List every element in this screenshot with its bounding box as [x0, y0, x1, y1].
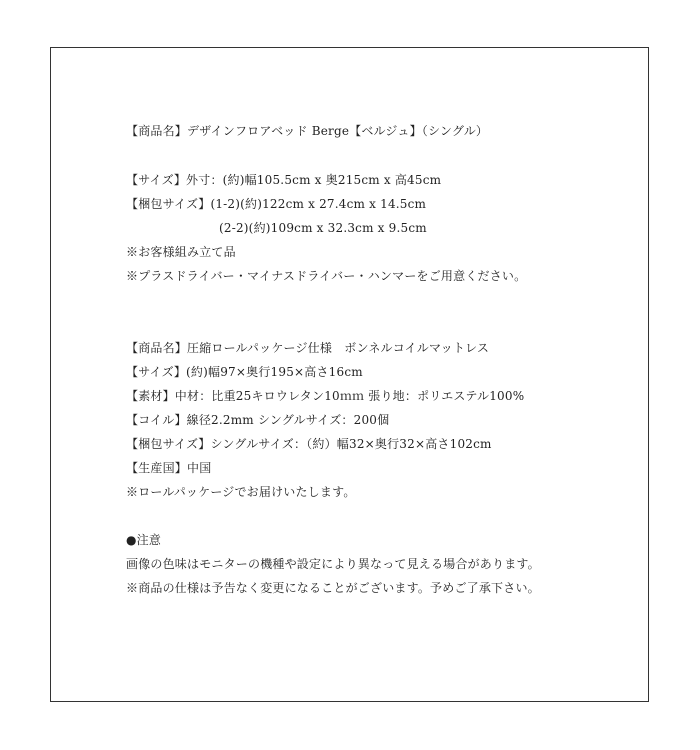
product2-size: 【サイズ】(約)幅97×奥行195×高さ16cm: [126, 365, 363, 379]
product1-size: 【サイズ】外寸：(約)幅105.5cm x 奥215cm x 高45cm: [126, 173, 442, 187]
product2-delivery-note: ※ロールパッケージでお届けいたします。: [126, 485, 356, 499]
notice-heading: ●注意: [126, 533, 162, 547]
product2-name: 【商品名】圧縮ロールパッケージ仕様 ボンネルコイルマットレス: [126, 341, 490, 355]
product2-package-size: 【梱包サイズ】シングルサイズ：（約）幅32×奥行32×高さ102cm: [126, 437, 492, 451]
product1-name: 【商品名】デザインフロアベッド Berge【ベルジュ】（シングル）: [126, 124, 489, 138]
product1-package-size-2: (2-2)(約)109cm x 32.3cm x 9.5cm: [219, 221, 427, 235]
notice-spec-note: ※商品の仕様は予告なく変更になることがございます。予めご了承下さい。: [126, 581, 540, 595]
product2-coil: 【コイル】線径2.2mm シングルサイズ：200個: [126, 413, 390, 427]
product1-assembly-note: ※お客様組み立て品: [126, 245, 236, 259]
product2-origin: 【生産国】中国: [126, 461, 212, 475]
product2-material: 【素材】中材：比重25キロウレタン10ｍｍ 張り地：ポリエステル100%: [126, 389, 525, 403]
product1-tools-note: ※プラスドライバー・マイナスドライバー・ハンマーをご用意ください。: [126, 269, 527, 283]
product1-package-size-1: 【梱包サイズ】(1-2)(約)122cm x 27.4cm x 14.5cm: [126, 197, 427, 211]
notice-color-note: 画像の色味はモニターの機種や設定により異なって見える場合があります。: [126, 557, 540, 571]
